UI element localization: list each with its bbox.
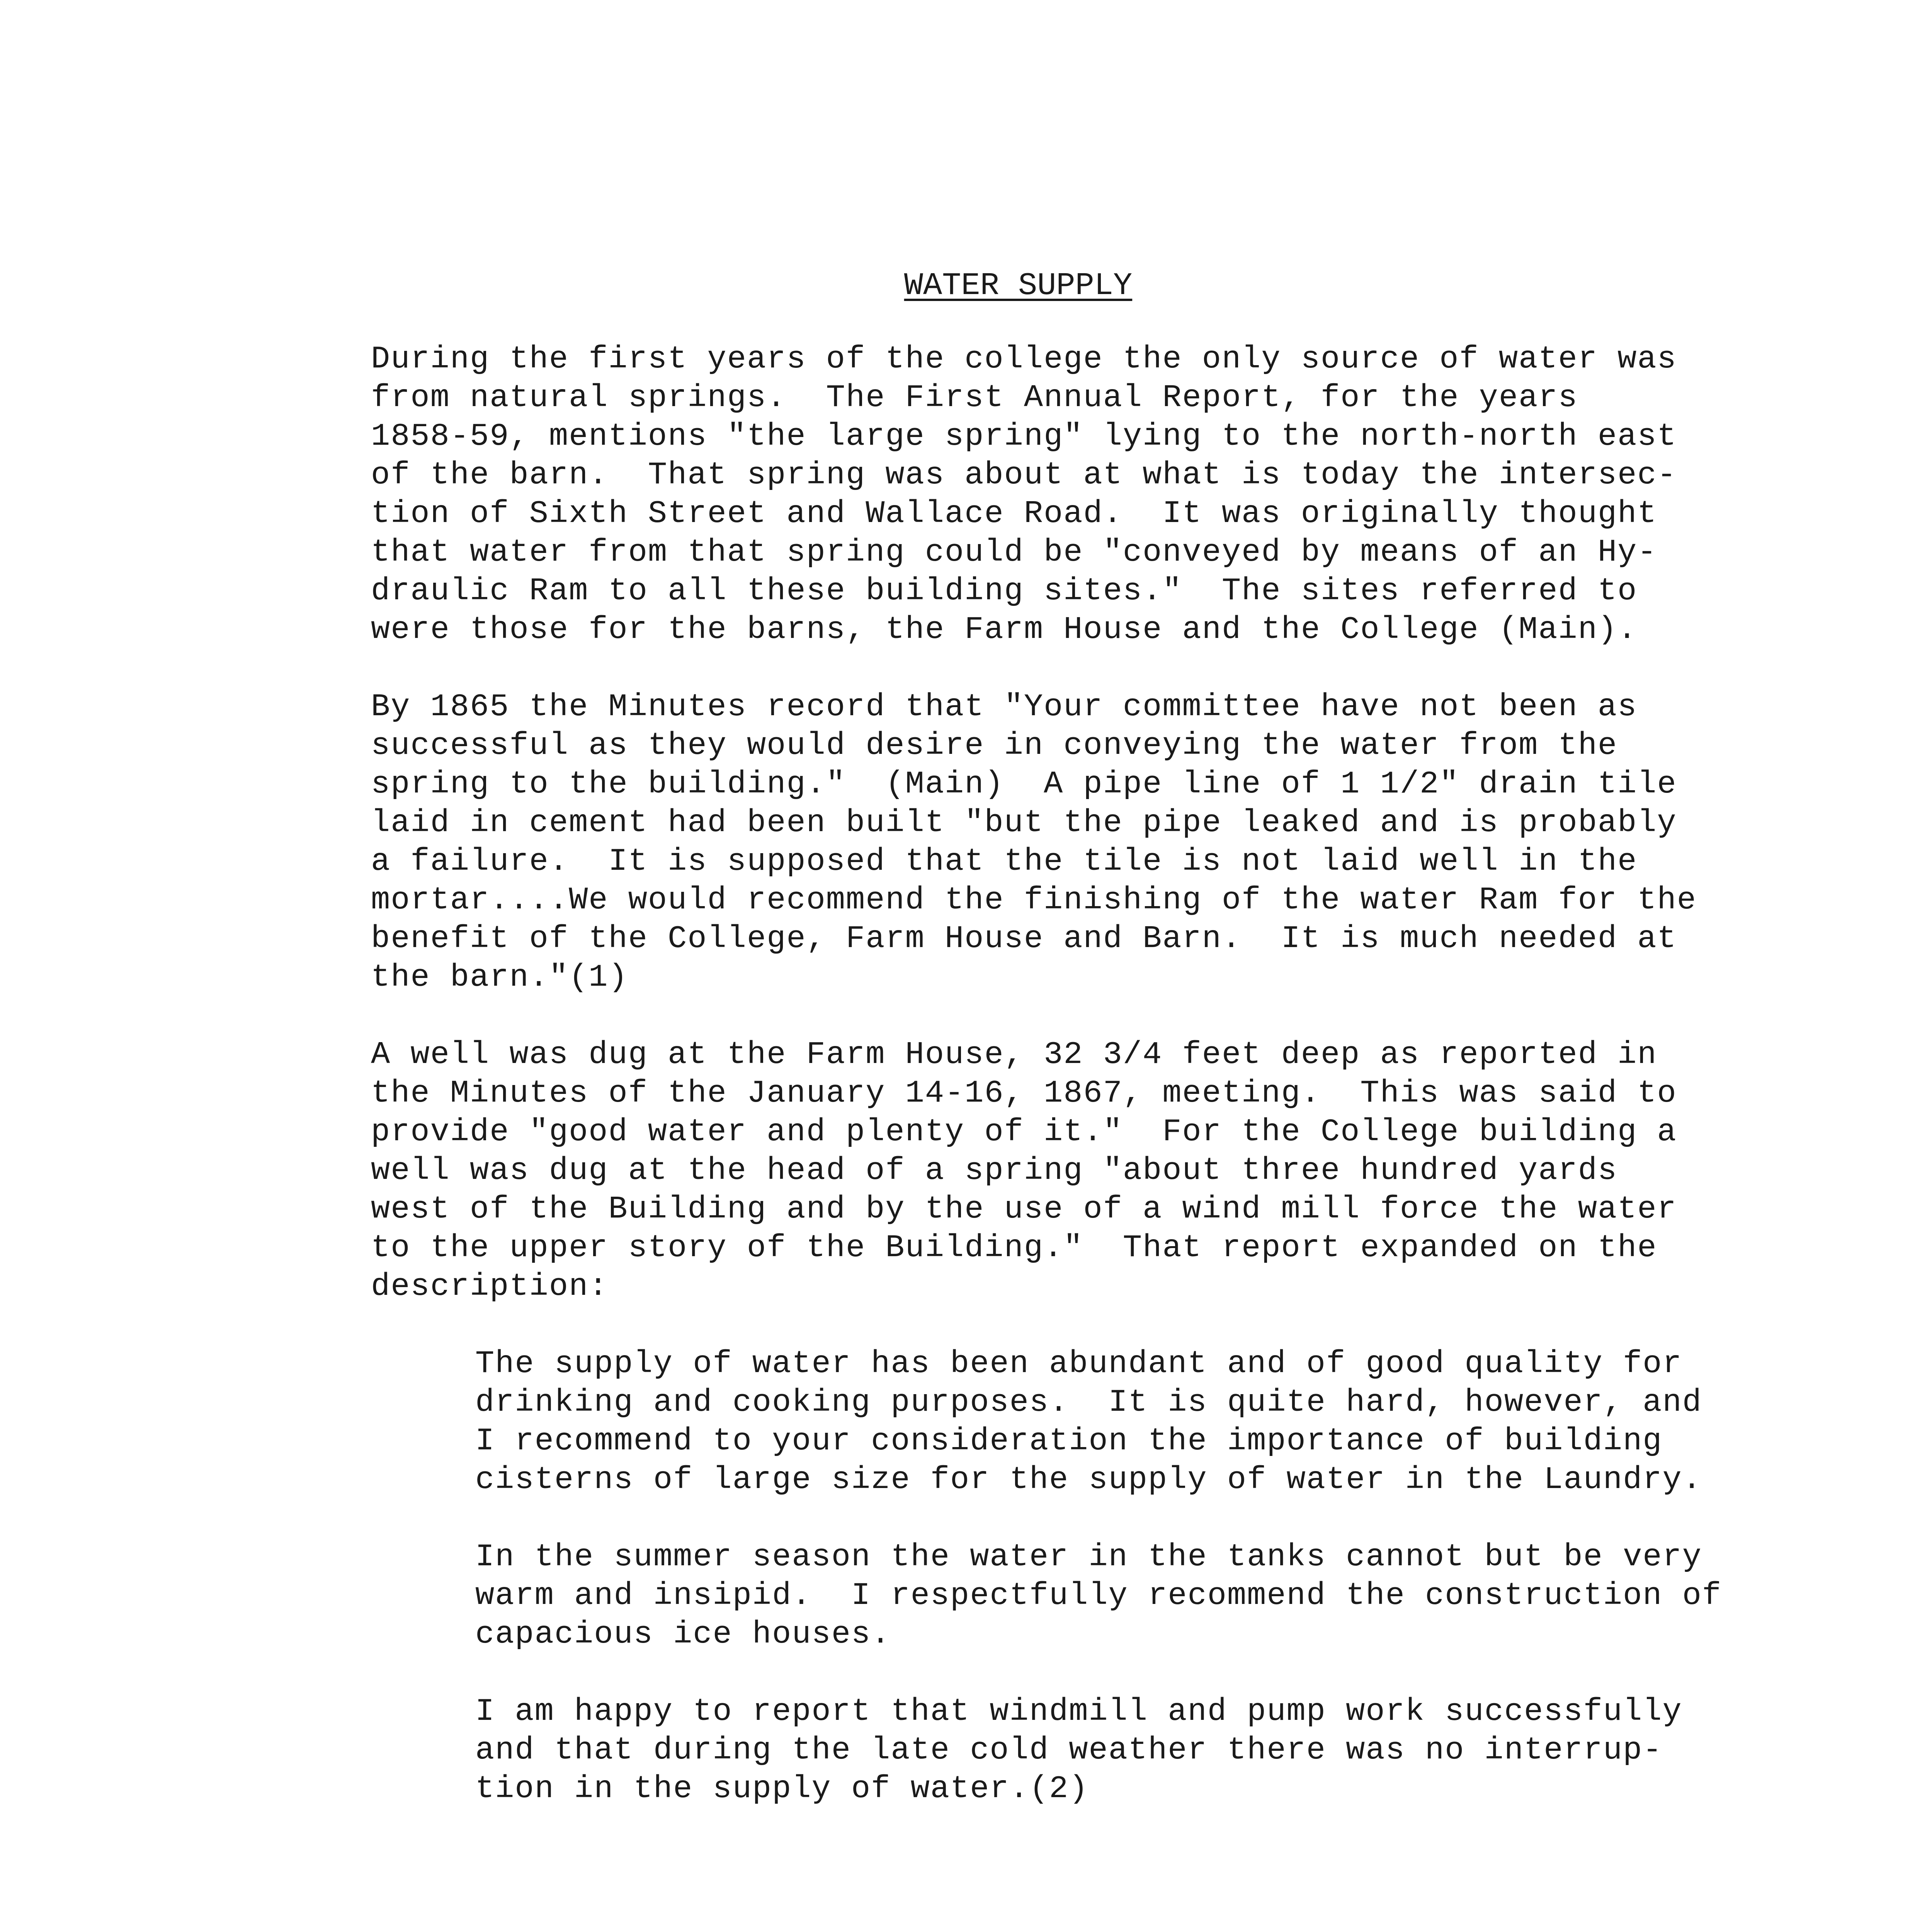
quote-paragraph-3: I am happy to report that windmill and pump work successfully and that during the late cold weather there was no interrup- tion in the supply of water.(2) <box>475 1694 1682 1807</box>
body-paragraph-3: A well was dug at the Farm House, 32 3/4 feet deep as reported in the Minutes of the January 14-16, 1867, meeting. This was said to provide "good water and plenty of it." For the College building a well was dug at the head of a spring "about three hundred yards west of the Building and by the use of a wind mill force the water to the upper story of the Building." That report expanded on the description: <box>371 1037 1677 1304</box>
body-paragraph-1: During the first years of the college the only source of water was from natural springs. The First Annual Report, for the years 1858-59, mentions "the large spring" lying to the north-north east of the barn. That spring was about at what is today the intersec- tion of Sixth Street and Wallace Road. It was originally thought that water from that spring could be "conveyed by means of an Hy- draulic Ram to all these building sites." The sites referred to were those for the barns, the Farm House and the College (Main). <box>371 341 1677 648</box>
body-paragraph-2: By 1865 the Minutes record that "Your committee have not been as successful as they would desire in conveying the water from the spring to the building." (Main) A pipe line of 1 1/2" drain tile laid in cement had been built "but the pipe leaked and is probably a failure. It is supposed that the tile is not laid well in the mortar....We would recommend the finishing of the water Ram for the benefit of the College, Farm House and Barn. It is much needed at the barn."(1) <box>371 689 1697 995</box>
quote-paragraph-2: In the summer season the water in the tanks cannot but be very warm and insipid. I respectfully recommend the construction of capacious ice houses. <box>475 1539 1722 1652</box>
quote-paragraph-1: The supply of water has been abundant and of good quality for drinking and cooking purposes. It is quite hard, however, and I recommend to your consideration the importance of building cisterns of large size for the supply of water in the Laundry. <box>475 1346 1702 1498</box>
section-title: WATER SUPPLY <box>904 268 1133 304</box>
